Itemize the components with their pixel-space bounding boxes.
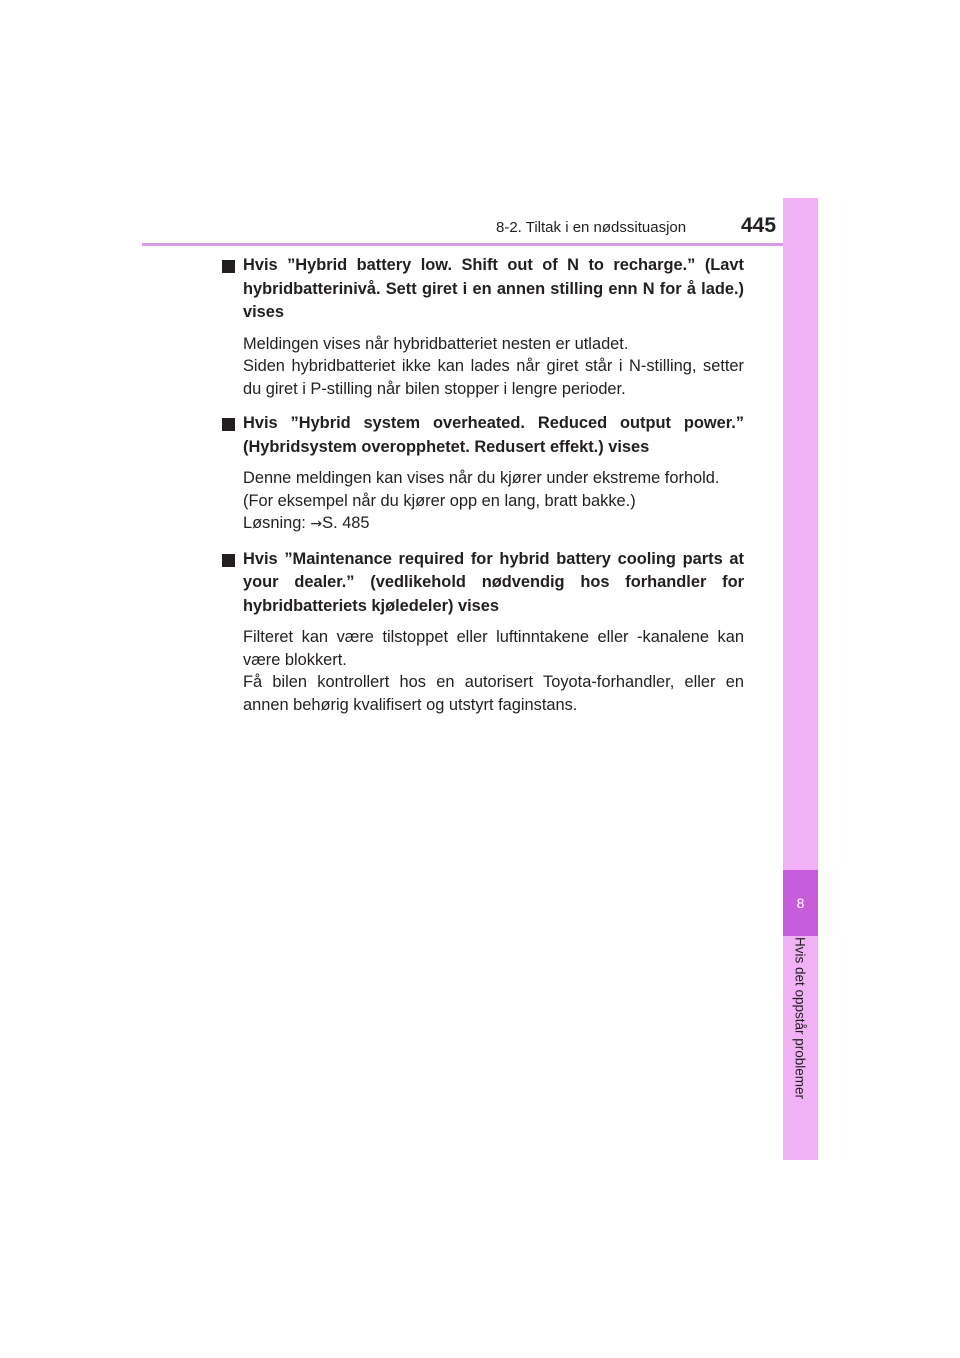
header-section-title: 8-2. Tiltak i en nødssituasjon: [496, 219, 687, 236]
square-bullet-icon: [222, 554, 235, 567]
item-text: (For eksempel når du kjører opp en lang, bratt bakke.): [243, 491, 636, 510]
page-number: 445: [741, 214, 777, 237]
solution-label: Løsning:: [243, 514, 311, 532]
square-bullet-icon: [222, 260, 235, 273]
square-bullet-icon: [222, 418, 235, 431]
warning-item-hybrid-battery-low: [222, 254, 744, 400]
arrow-right-icon: →: [310, 516, 323, 532]
chapter-title: Hvis det oppstår problemer: [792, 936, 808, 1100]
item-text: Filteret kan være tilstoppet eller luftinntakene eller -kanalene kan være blokkert.: [243, 628, 744, 669]
page-reference-link[interactable]: S. 485: [322, 514, 370, 532]
item-text: Denne meldingen kan vises når du kjører under ekstreme forhold.: [243, 469, 720, 487]
item-heading: Hvis ”Hybrid system overheated. Reduced output power.” (Hybridsystem overopphetet. Redusert effekt.) vises: [243, 414, 744, 456]
item-text: Siden hybridbatteriet ikke kan lades når giret står i N-stilling, setter du giret i P-stilling når bilen stopper i lengre perioder.: [243, 357, 744, 398]
page-content: [222, 254, 744, 716]
item-heading: Hvis ”Hybrid battery low. Shift out of N to recharge.” (Lavt hybridbatterinivå. Sett giret i en annen stilling enn N for å lade.) vises: [243, 256, 744, 321]
warning-item-hybrid-system-overheated: [222, 412, 744, 536]
warning-item-cooling-maintenance: [222, 548, 744, 717]
header-rule: [142, 243, 818, 246]
item-text: Få bilen kontrollert hos en autorisert Toyota-forhandler, eller en annen behørig kvalifisert og utstyrt faginstans.: [243, 673, 744, 714]
item-text: Meldingen vises når hybridbatteriet nesten er utladet.: [243, 334, 629, 353]
chapter-number: 8: [783, 870, 818, 936]
item-heading: Hvis ”Maintenance required for hybrid battery cooling parts at your dealer.” (vedlikehold nødvendig hos forhandler for hybridbatteriets kjøledeler) vises: [243, 549, 744, 615]
solution-line: [243, 512, 744, 536]
